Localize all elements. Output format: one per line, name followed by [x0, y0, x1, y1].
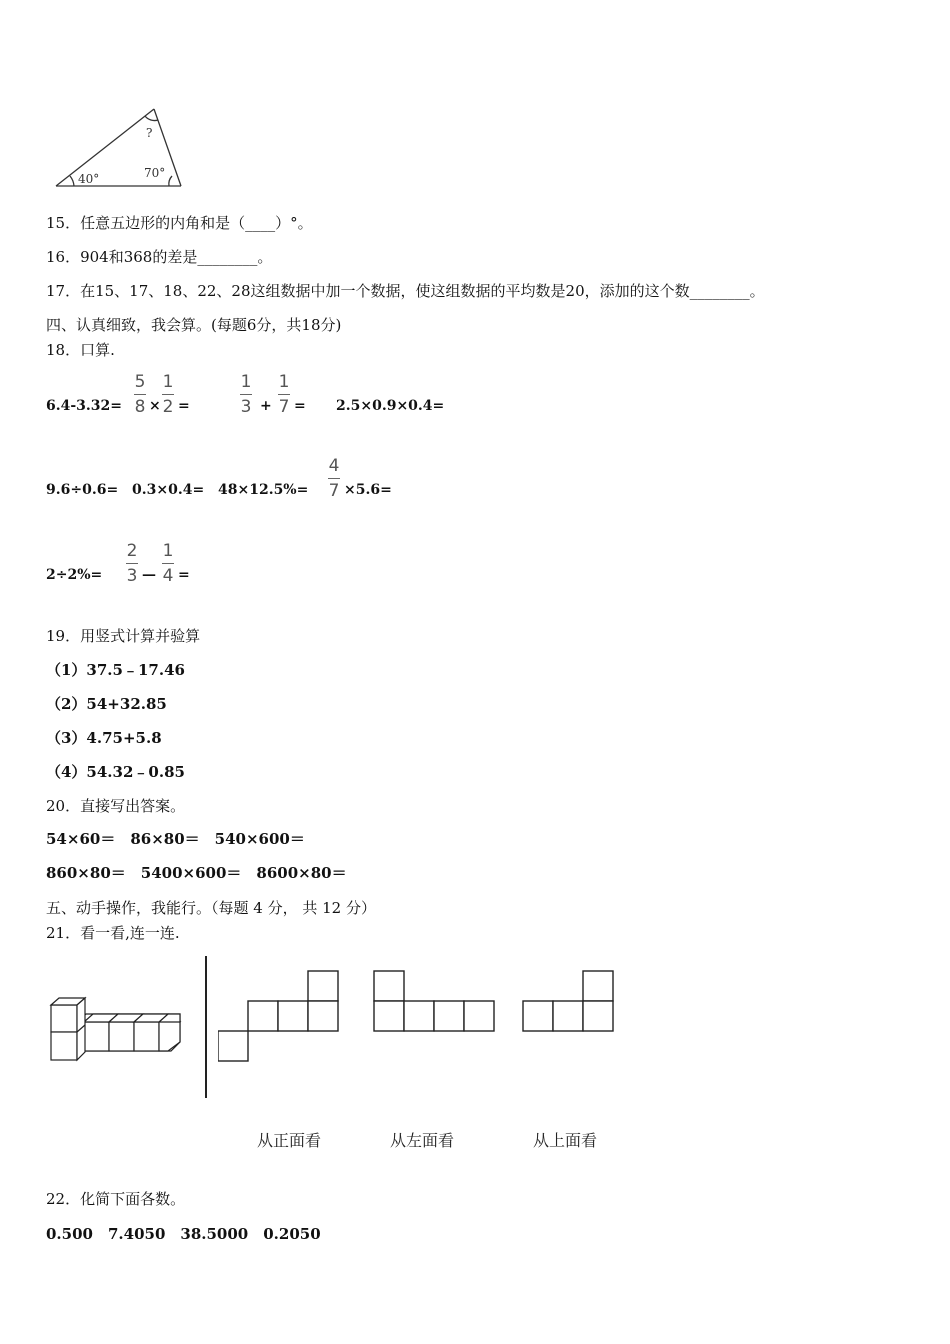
q19-item-3: （3）4.75+5.8	[46, 729, 162, 747]
minus-sign: —	[142, 567, 156, 583]
view-shape-3	[521, 969, 615, 1033]
vertical-divider	[205, 956, 207, 1098]
numerator: 1	[240, 372, 252, 392]
fraction-1-3	[238, 370, 254, 419]
fraction-1-4	[160, 539, 176, 588]
question-21-title: 21．看一看,连一连.	[46, 924, 180, 942]
equals-sign: =	[178, 398, 190, 414]
denominator: 4	[162, 566, 174, 586]
q20-row-2: 860×80＝ 5400×600＝ 8600×80＝	[46, 864, 347, 882]
question-20-title: 20．直接写出答案。	[46, 797, 186, 815]
numerator: 4	[328, 456, 340, 476]
view-shape-1	[218, 969, 340, 1063]
denominator: 7	[278, 397, 290, 417]
q19-item-4: （4）54.32﹣0.85	[46, 763, 185, 781]
plus-sign: +	[260, 398, 272, 414]
caption-left-view: 从左面看	[390, 1131, 455, 1150]
cube-stack-figure	[46, 995, 186, 1063]
q20-row-1: 54×60＝ 86×80＝ 540×600＝	[46, 830, 305, 848]
view-shape-2	[372, 969, 496, 1033]
denominator: 7	[328, 481, 340, 501]
numerator: 1	[162, 372, 174, 392]
question-22-title: 22．化简下面各数。	[46, 1190, 186, 1208]
section-5-heading: 五、动手操作，我能行。（每题 4 分， 共 12 分）	[46, 899, 376, 917]
denominator: 8	[134, 397, 146, 417]
question-15: 15．任意五边形的内角和是（____）°。	[46, 214, 313, 232]
fraction-1-7	[276, 370, 292, 419]
angle-top-label: ?	[146, 126, 153, 140]
fraction-5-8	[132, 370, 148, 419]
calc-row2-c: 48×12.5%=	[218, 482, 309, 498]
caption-front-view: 从正面看	[257, 1131, 322, 1150]
calc-row2-b: 0.3×0.4=	[132, 482, 205, 498]
calc-row2-a: 9.6÷0.6=	[46, 482, 119, 498]
denominator: 3	[126, 566, 138, 586]
question-19-title: 19．用竖式计算并验算	[46, 627, 201, 645]
calc-row1-c: 2.5×0.9×0.4=	[336, 398, 445, 414]
angle-left-label: 40°	[78, 172, 100, 186]
caption-top-view: 从上面看	[533, 1131, 598, 1150]
q19-item-1: （1）37.5﹣17.46	[46, 661, 185, 679]
calc-row3-a: 2÷2%=	[46, 567, 103, 583]
numerator: 1	[162, 541, 174, 561]
section-4-heading: 四、认真细致，我会算。(每题6分，共18分)	[46, 316, 342, 334]
q22-values: 0.500 7.4050 38.5000 0.2050	[46, 1225, 321, 1243]
calc-row2-d: ×5.6=	[344, 482, 392, 498]
calc-row1-a: 6.4-3.32=	[46, 398, 122, 414]
numerator: 5	[134, 372, 146, 392]
angle-right-label: 70°	[144, 166, 166, 180]
triangle-figure	[48, 104, 188, 190]
fraction-2-3	[124, 539, 140, 588]
numerator: 2	[126, 541, 138, 561]
question-17: 17．在15、17、18、22、28这组数据中加一个数据，使这组数据的平均数是20，添加的这个数________。	[46, 282, 765, 300]
denominator: 3	[240, 397, 252, 417]
q19-item-2: （2）54+32.85	[46, 695, 167, 713]
times-sign: ×	[149, 398, 161, 414]
fraction-1-2	[160, 370, 176, 419]
equals-sign: =	[178, 567, 190, 583]
question-18-title: 18．口算.	[46, 341, 115, 359]
numerator: 1	[278, 372, 290, 392]
fraction-4-7	[326, 454, 342, 503]
question-16: 16．904和368的差是________。	[46, 248, 273, 266]
equals-sign: =	[294, 398, 306, 414]
denominator: 2	[162, 397, 174, 417]
